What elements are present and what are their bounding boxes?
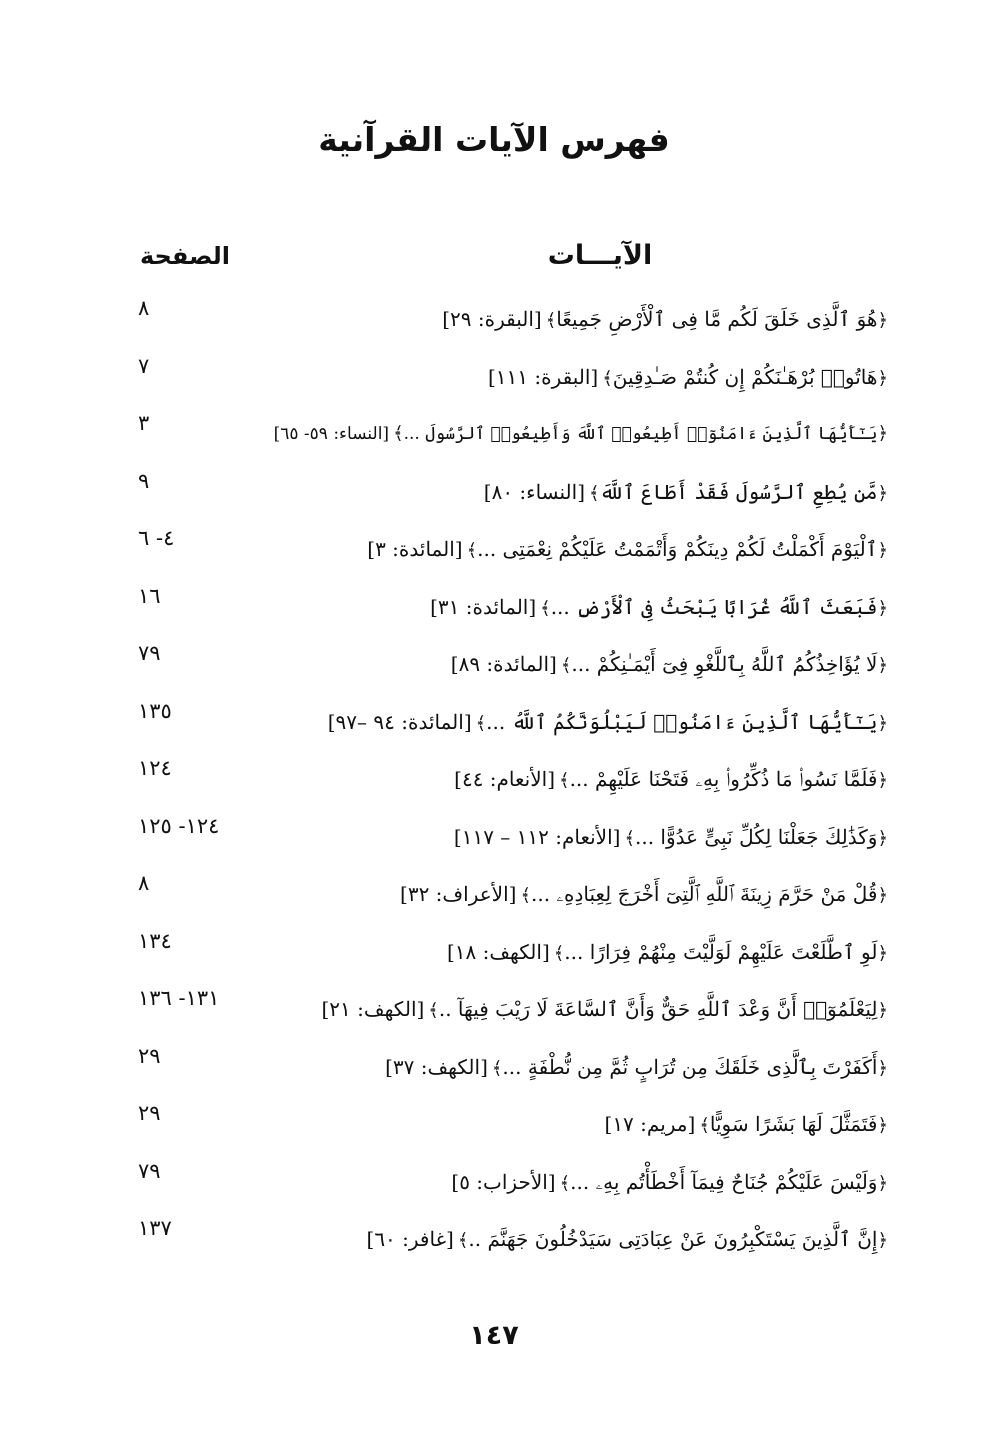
surah-reference: [البقرة: ٢٩]	[442, 307, 542, 331]
column-header-verses: الآيـــات	[547, 240, 653, 271]
verse-entry	[274, 419, 888, 449]
ornate-bracket-open-icon: ﴿	[877, 1115, 888, 1136]
ornate-bracket-open-icon: ﴿	[877, 655, 888, 676]
surah-reference: [الكهف: ١٨]	[446, 939, 550, 964]
ornate-bracket-close-icon: ﴾	[545, 310, 557, 331]
page-number: ١٢٤	[138, 756, 172, 780]
page-number: ١٣٥	[138, 698, 172, 723]
ornate-bracket-open-icon: ﴿	[877, 942, 888, 964]
page-number: ١٦	[138, 583, 161, 608]
surah-reference: [الكهف: ٢١]	[321, 997, 425, 1021]
page-number: ٤- ٦	[138, 526, 175, 550]
ornate-bracket-open-icon: ﴿	[877, 770, 888, 791]
surah-reference: [الأنعام: ١١٢ – ١١٧]	[453, 824, 621, 849]
page-number: ٩	[138, 468, 150, 493]
surah-reference: [الأنعام: ٤٤]	[454, 767, 556, 791]
verse-text: لِيَعْلَمُوٓا۟ أَنَّ وَعْدَ ٱللَّهِ حَقٌّ وَأَنَّ ٱلسَّاعَةَ لَا رَيْبَ فِيهَآ ..	[438, 997, 878, 1021]
surah-reference: [البقرة: ١١١]	[487, 364, 599, 389]
index-row	[0, 348, 988, 406]
ornate-bracket-close-icon: ﴾	[560, 655, 572, 676]
page-number: ٢٩	[138, 1043, 161, 1068]
surah-reference: [مريم: ١٧]	[604, 1112, 696, 1136]
verse-entry	[367, 1224, 889, 1256]
ornate-bracket-close-icon: ﴾	[624, 827, 635, 849]
page-number: ٣	[138, 411, 150, 435]
verse-text: لَا يُؤَاخِذُكُمُ ٱللَّهُ بِٱللَّغْوِ فِىٓ أَيْمَـٰنِكُمْ ...	[571, 652, 878, 676]
page-number: ٧	[138, 353, 150, 378]
verse-text: فَلَمَّا نَسُوا۟ مَا ذُكِّرُوا۟ بِهِۦ فَتَحْنَا عَلَيْهِمْ ...	[569, 767, 878, 791]
ornate-bracket-close-icon: ﴾	[540, 597, 551, 619]
verse-entry	[367, 534, 888, 566]
page-number: ٨	[138, 296, 150, 320]
ornate-bracket-close-icon: ﴾	[553, 942, 565, 964]
verse-entry	[430, 592, 888, 624]
index-row	[0, 578, 988, 636]
verse-entry	[321, 994, 888, 1026]
ornate-bracket-close-icon: ﴾	[428, 1000, 439, 1021]
ornate-bracket-open-icon: ﴿	[877, 367, 888, 389]
verse-index-list	[0, 290, 988, 1268]
index-row	[0, 635, 988, 693]
index-row	[0, 463, 988, 521]
index-row	[0, 865, 988, 923]
page-title: فهرس الآيات القرآنية	[318, 120, 670, 159]
index-row	[0, 520, 988, 578]
verse-text: ٱلْيَوْمَ أَكْمَلْتُ لَكُمْ دِينَكُمْ وَأَتْمَمْتُ عَلَيْكُمْ نِعْمَتِى ...	[477, 537, 878, 561]
column-header-page: الصفحة	[139, 242, 230, 270]
ornate-bracket-open-icon: ﴿	[877, 310, 888, 331]
surah-reference: [المائدة: ٨٩]	[450, 652, 557, 676]
index-row	[0, 1153, 988, 1211]
surah-reference: [المائدة: ٣١]	[430, 594, 537, 619]
page-number: ٢٩	[138, 1101, 161, 1125]
ornate-bracket-open-icon: ﴿	[877, 540, 888, 561]
ornate-bracket-open-icon: ﴿	[877, 1172, 888, 1194]
page-number: ١٣١- ١٣٦	[138, 986, 220, 1010]
ornate-bracket-open-icon: ﴿	[877, 712, 888, 734]
verse-text: مَّن يُطِعِ ٱلرَّسُولَ فَقَدْ أَطَاعَ ٱللَّهَ	[599, 479, 878, 504]
index-row	[0, 1210, 988, 1268]
verse-entry	[400, 879, 888, 911]
index-row	[0, 750, 988, 808]
verse-text: وَكَذَٰلِكَ جَعَلْنَا لِكُلِّ نَبِىٍّ عَدُوًّا ...	[635, 824, 878, 849]
verse-entry	[454, 764, 888, 796]
surah-reference: [المائدة: ٣]	[367, 537, 463, 561]
surah-reference: [الأحزاب: ٥]	[451, 1169, 556, 1194]
ornate-bracket-open-icon: ﴿	[877, 597, 888, 619]
ornate-bracket-close-icon: ﴾	[520, 885, 531, 906]
ornate-bracket-close-icon: ﴾	[589, 482, 600, 504]
ornate-bracket-close-icon: ﴾	[559, 1172, 571, 1194]
surah-reference: [النساء: ٥٩- ٦٥]	[273, 424, 390, 444]
index-row	[0, 290, 988, 348]
verse-entry	[605, 1109, 889, 1141]
index-row	[0, 1095, 988, 1153]
verse-entry	[451, 1167, 888, 1199]
ornate-bracket-open-icon: ﴿	[877, 1057, 888, 1079]
verse-entry	[484, 477, 888, 509]
ornate-bracket-close-icon: ﴾	[559, 770, 570, 791]
ornate-bracket-close-icon: ﴾	[699, 1115, 710, 1136]
surah-reference: [المائدة: ٩٤ –٩٧]	[327, 709, 472, 734]
ornate-bracket-open-icon: ﴿	[877, 423, 888, 444]
index-row	[0, 980, 988, 1038]
index-row	[0, 923, 988, 981]
ornate-bracket-open-icon: ﴿	[877, 482, 888, 504]
verse-entry	[442, 304, 888, 336]
verse-text: فَبَعَثَ ٱللَّهُ غُرَابًا يَبْحَثُ فِى ٱلْأَرْضِ ...	[550, 594, 878, 619]
page-number: ١٣٧	[138, 1216, 172, 1240]
verse-entry	[447, 937, 888, 969]
surah-reference: [الكهف: ٣٧]	[385, 1054, 488, 1079]
page-number: ١٢٤- ١٢٥	[138, 813, 220, 838]
page-number: ٨	[138, 871, 150, 895]
verse-text: هَاتُوا۟ بُرْهَـٰنَكُمْ إِن كُنتُمْ صَـٰدِقِينَ	[612, 364, 878, 389]
verse-text: يَـٰٓأَيُّهَا ٱلَّذِينَ ءَامَنُوٓا۟ أَطِيعُوا۟ ٱللَّهَ وَأَطِيعُوا۟ ٱلرَّسُولَ ...	[403, 424, 878, 444]
page-number: ١٣٤	[138, 928, 172, 953]
index-row	[0, 405, 988, 463]
index-row	[0, 808, 988, 866]
verse-text: أَكَفَرْتَ بِٱلَّذِى خَلَقَكَ مِن تُرَابٍ ثُمَّ مِن نُّطْفَةٍ ...	[502, 1054, 878, 1079]
index-row	[0, 693, 988, 751]
verse-entry	[385, 1052, 888, 1084]
verse-text: إِنَّ ٱلَّذِينَ يَسْتَكْبِرُونَ عَنْ عِبَادَتِى سَيَدْخُلُونَ جَهَنَّمَ ..	[468, 1227, 878, 1251]
surah-reference: [غافر: ٦٠]	[366, 1227, 454, 1251]
ornate-bracket-close-icon: ﴾	[466, 540, 478, 561]
ornate-bracket-close-icon: ﴾	[491, 1057, 503, 1079]
ornate-bracket-close-icon: ﴾	[393, 423, 404, 444]
page-number: ٧٩	[138, 641, 161, 665]
verse-entry	[328, 707, 888, 739]
ornate-bracket-close-icon: ﴾	[457, 1230, 469, 1251]
verse-text: فَتَمَثَّلَ لَهَا بَشَرًا سَوِيًّا	[709, 1112, 878, 1136]
ornate-bracket-open-icon: ﴿	[877, 827, 888, 849]
verse-text: يَـٰٓأَيُّهَا ٱلَّذِينَ ءَامَنُوا۟ لَيَبْلُوَنَّكُمُ ٱللَّهُ ...	[486, 709, 878, 734]
ornate-bracket-open-icon: ﴿	[877, 885, 888, 906]
verse-text: لَوِ ٱطَّلَعْتَ عَلَيْهِمْ لَوَلَّيْتَ مِنْهُمْ فِرَارًا ...	[564, 939, 878, 964]
ornate-bracket-close-icon: ﴾	[602, 367, 613, 389]
page-number-footer: ١٤٧	[469, 1320, 519, 1351]
verse-entry	[454, 822, 888, 854]
verse-text: وَلَيْسَ عَلَيْكُمْ جُنَاحٌ فِيمَآ أَخْطَأْتُم بِهِۦ ...	[570, 1169, 878, 1194]
surah-reference: [الأعراف: ٣٢]	[400, 882, 517, 906]
verse-text: هُوَ ٱلَّذِى خَلَقَ لَكُم مَّا فِى ٱلْأَرْضِ جَمِيعًا	[556, 307, 878, 331]
index-row	[0, 1038, 988, 1096]
ornate-bracket-close-icon: ﴾	[475, 712, 487, 734]
surah-reference: [النساء: ٨٠]	[483, 479, 586, 504]
verse-entry	[451, 649, 888, 681]
ornate-bracket-open-icon: ﴿	[877, 1230, 888, 1251]
page-number: ٧٩	[138, 1158, 161, 1183]
verse-entry	[488, 362, 888, 394]
ornate-bracket-open-icon: ﴿	[877, 1000, 888, 1021]
verse-text: قُلْ مَنْ حَرَّمَ زِينَةَ ٱللَّهِ ٱلَّتِىٓ أَخْرَجَ لِعِبَادِهِۦ ...	[530, 882, 878, 906]
